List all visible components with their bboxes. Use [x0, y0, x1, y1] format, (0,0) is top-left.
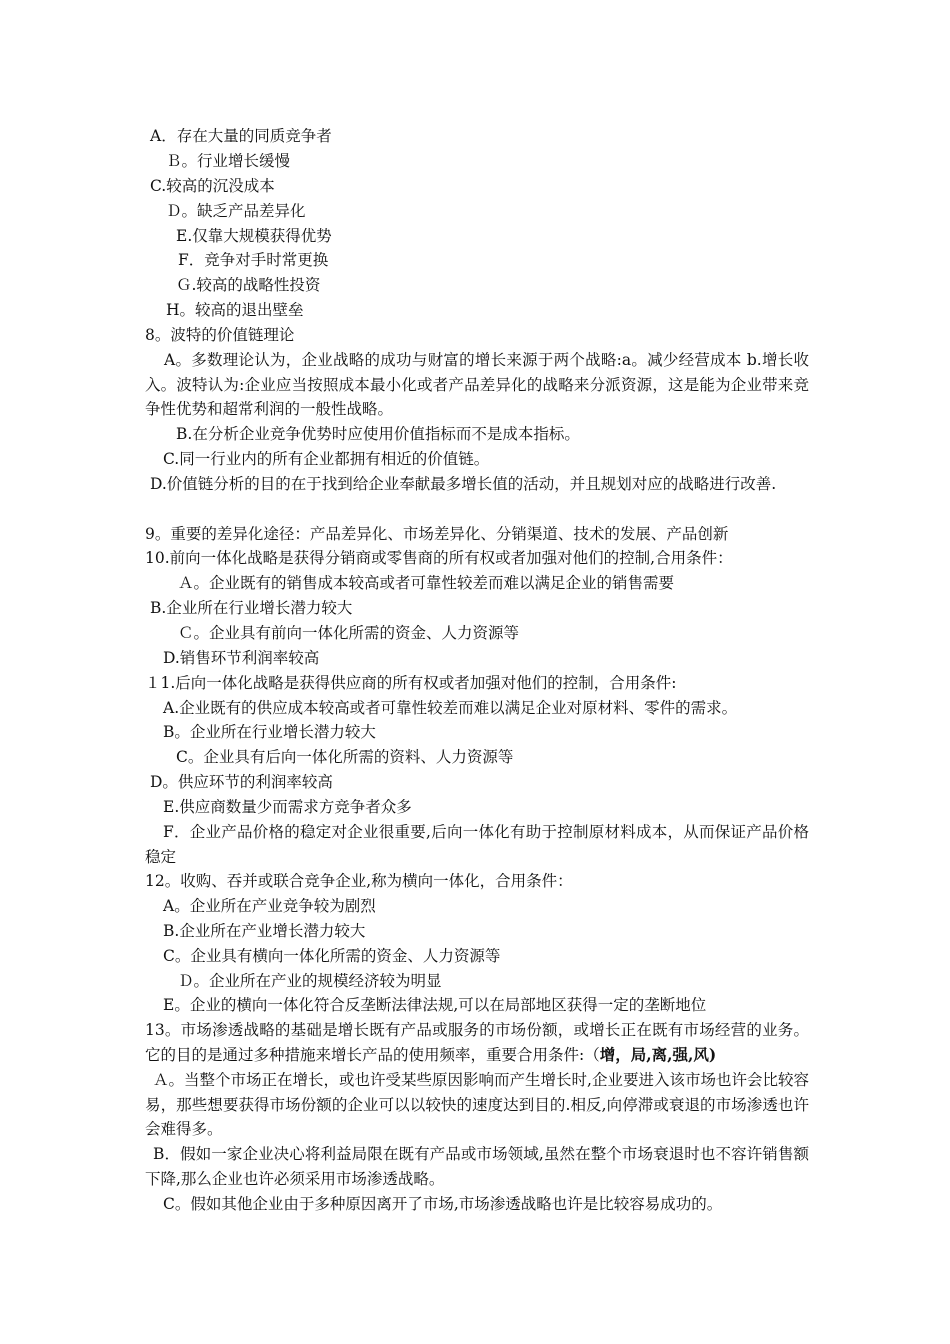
q12-title: 12。收购、吞并或联合竞争企业,称为横向一体化，合用条件： [145, 872, 573, 890]
q10-option-b: B.企业所在行业增长潜力较大 [150, 599, 353, 617]
q13-option-a: Ａ。当整个市场正在增长，或也许受某些原因影响而产生增长时,企业要进入该市场也许会比较容易，那些想要获得市场份额的企业可以以较快的速度达到目的.相反,向停滞或衰退的市场渗透也许会难得多。 [145, 1071, 809, 1138]
q10-option-d: D.销售环节利润率较高 [163, 649, 320, 667]
q7-option-f: F．竞争对手时常更换 [178, 251, 329, 269]
q7-option-g: Ｇ.较高的战略性投资 [176, 276, 321, 294]
q7-option-c: C.较高的沉没成本 [150, 177, 275, 195]
q11-option-e: E.供应商数量少而需求方竞争者众多 [163, 798, 412, 816]
q11-option-d: D。供应环节的利润率较高 [150, 773, 333, 791]
q8-title: 8。波特的价值链理论 [145, 326, 295, 344]
q7-option-b: Ｂ。行业增长缓慢 [166, 152, 291, 170]
q8-option-a: A。多数理论认为，企业战略的成功与财富的增长来源于两个战略:a。减少经营成本 b.增长收入。波特认为:企业应当按照成本最小化或者产品差异化的战略来分派资源，这是能为企业带来竞争性优势和超常利润的一般性战略。 [145, 351, 809, 418]
q11-option-a: A.企业既有的供应成本较高或者可靠性较差而难以满足企业对原材料、零件的需求。 [163, 699, 738, 717]
q8-option-b: B.在分析企业竞争优势时应使用价值指标而不是成本指标。 [176, 425, 580, 443]
q7-option-h: H。较高的退出壁垒 [166, 301, 304, 319]
q12-option-e: E。企业的横向一体化符合反垄断法律法规,可以在局部地区获得一定的垄断地位 [163, 996, 707, 1014]
q13-option-c: C。假如其他企业由于多种原因离开了市场,市场渗透战略也许是比较容易成功的。 [163, 1195, 723, 1213]
q13-intro [145, 1018, 809, 1067]
q11-option-b: B。企业所在行业增长潜力较大 [163, 723, 376, 741]
q8-option-d: D.价值链分析的目的在于找到给企业奉献最多增长值的活动，并且规划对应的战略进行改善. [150, 475, 777, 493]
q10-title: 10.前向一体化战略是获得分销商或零售商的所有权或者加强对他们的控制,合用条件： [145, 549, 733, 567]
q10-option-c: Ｃ。企业具有前向一体化所需的资金、人力资源等 [178, 624, 520, 642]
q12-option-c: C。企业具有横向一体化所需的资金、人力资源等 [163, 947, 501, 965]
q7-option-d: Ｄ。缺乏产品差异化 [166, 202, 306, 220]
q13-intro-text: 13。市场渗透战略的基础是增长既有产品或服务的市场份额，或增长正在既有市场经营的业务。它的目的是通过多种措施来增长产品的使用频率，重要合用条件:（ [145, 1021, 809, 1064]
q8-option-c: C.同一行业内的所有企业都拥有相近的价值链。 [163, 450, 490, 468]
q10-option-a: Ａ。企业既有的销售成本较高或者可靠性较差而难以满足企业的销售需要 [178, 574, 675, 592]
q11-title: １1.后向一体化战略是获得供应商的所有权或者加强对他们的控制，合用条件: [145, 674, 677, 692]
q9-title: 9。重要的差异化途径：产品差异化、市场差异化、分销渠道、技术的发展、产品创新 [145, 525, 729, 543]
q12-option-b: B.企业所在产业增长潜力较大 [163, 922, 366, 940]
q13-option-b: B．假如一家企业决心将利益局限在既有产品或市场领域,虽然在整个市场衰退时也不容许销售额下降,那么企业也许必须采用市场渗透战略。 [145, 1145, 809, 1188]
q11-option-f: F．企业产品价格的稳定对企业很重要,后向一体化有助于控制原材料成本，从而保证产品价格稳定 [145, 823, 809, 866]
q11-option-c: C。企业具有后向一体化所需的资料、人力资源等 [176, 748, 514, 766]
q7-option-e: E.仅靠大规模获得优势 [176, 227, 332, 245]
q7-option-a: A．存在大量的同质竞争者 [150, 127, 332, 145]
q13-mnemonic: 增，局,离,强,风) [599, 1044, 717, 1064]
q12-option-a: A。企业所在产业竞争较为剧烈 [163, 897, 376, 915]
q12-option-d: Ｄ。企业所在产业的规模经济较为明显 [178, 972, 442, 990]
